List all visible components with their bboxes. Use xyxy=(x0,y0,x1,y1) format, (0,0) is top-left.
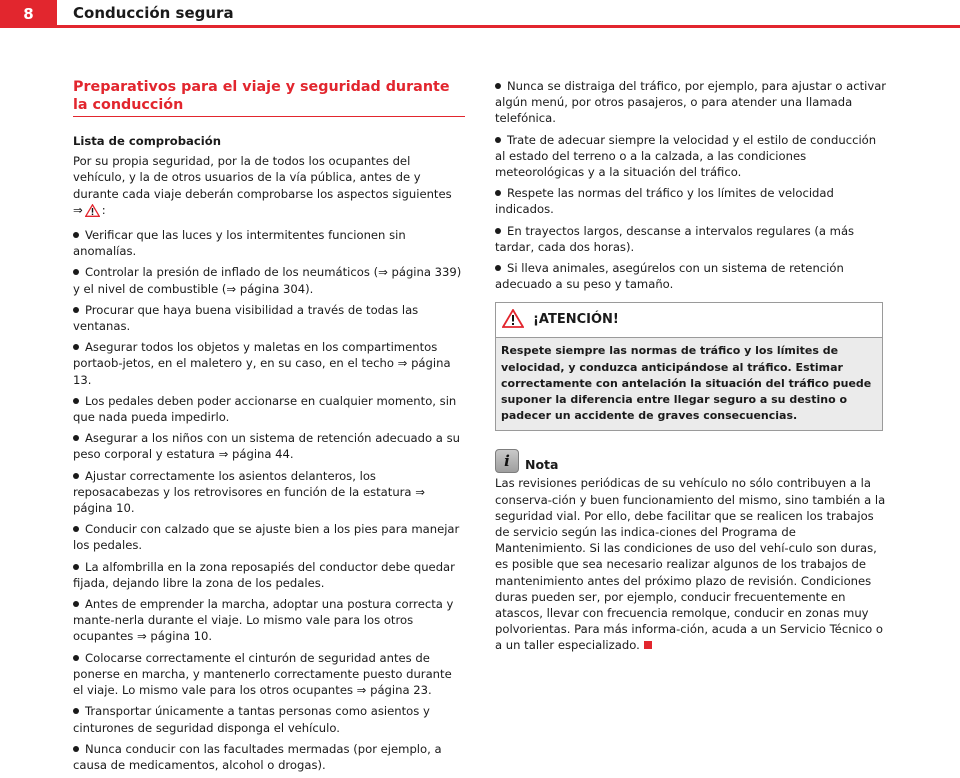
list-item-text: Los pedales deben poder accionarse en cualquier momento, sin que nada pueda impedirlo. xyxy=(73,393,457,425)
bullet-icon xyxy=(73,601,79,607)
list-item xyxy=(73,650,465,699)
list-item-text: Controlar la presión de inflado de los neumáticos (⇒ página 339) y el nivel de combustible (⇒ página 304). xyxy=(73,265,462,296)
list-item-text: En trayectos largos, descanse a intervalos regulares (a más tardar, cada dos horas). xyxy=(495,223,855,254)
end-of-section-mark xyxy=(644,641,652,649)
list-item xyxy=(73,741,465,773)
list-item xyxy=(73,521,465,553)
bullet-icon xyxy=(73,269,79,275)
bullet-icon xyxy=(73,526,79,532)
note-title: Nota xyxy=(525,457,559,473)
list-item-text: Asegurar todos los objetos y maletas en los compartimentos portaob-jetos, en el maletero y, en su caso, en el techo ⇒ página 13. xyxy=(73,340,451,387)
left-column xyxy=(73,78,465,778)
list-item xyxy=(73,227,465,259)
bullet-icon xyxy=(73,398,79,404)
checklist-continued xyxy=(495,78,887,292)
list-item-text: Trate de adecuar siempre la velocidad y el estilo de conducción al estado del terreno o a la calzada, a las condiciones meteorológicas y a la situación del tráfico. xyxy=(495,132,877,180)
bullet-icon xyxy=(73,435,79,441)
bullet-icon xyxy=(495,190,501,196)
list-item xyxy=(73,302,465,334)
bullet-icon xyxy=(495,137,501,143)
intro-suffix: : xyxy=(101,202,106,217)
list-item-text: Procurar que haya buena visibilidad a través de todas las ventanas. xyxy=(73,302,419,334)
list-item-text: Nunca conducir con las facultades mermadas (por ejemplo, a causa de medicamentos, alcohol o drogas). xyxy=(73,741,442,772)
list-item-text: Conducir con calzado que se ajuste bien a los pies para manejar los pedales. xyxy=(73,522,460,553)
list-item-text: Antes de emprender la marcha, adoptar una postura correcta y mante-nerla durante el viaje. Lo mismo vale para los otros ocupantes ⇒ página 10. xyxy=(73,597,454,644)
note-header xyxy=(495,449,887,473)
page-header xyxy=(0,0,960,28)
list-item-text: La alfombrilla en la zona reposapiés del conductor debe quedar fijada, dejando libre la zona de los pedales. xyxy=(73,559,455,590)
list-item xyxy=(495,185,887,217)
intro-text: Por su propia seguridad, por la de todos los ocupantes del vehículo, y la de otros usuarios de la vía pública, antes de y durante cada viaje deberán comprobarse los aspectos siguientes ⇒ xyxy=(73,154,452,217)
bullet-icon xyxy=(495,228,501,234)
note-text: Las revisiones periódicas de su vehículo no sólo contribuyen a la conserva-ción y buen funcionamiento del mismo, sino también a la seguridad vial. Por ello, debe facilitar que se realicen los trabajos de servicio según las indica-ciones del Programa de Mantenimiento. Si las condiciones de uso del vehí-culo son duras, es posible que sea necesario realizar algunos de los trabajos de mantenimiento antes del próximo plazo de revisión. Condiciones duras pueden ser, por ejemplo, conducir frecuentemente en atascos, llevar con frecuencia remolque, conducir en zonas muy polvorientas. Para más informa-ción, acuda a un Servicio Técnico o a un taller especializado. xyxy=(495,476,886,653)
list-item xyxy=(495,132,887,181)
bullet-icon xyxy=(73,708,79,714)
page-number: 8 xyxy=(0,0,57,28)
checklist-heading: Lista de comprobación xyxy=(73,134,221,148)
list-item-text: Asegurar a los niños con un sistema de retención adecuado a su peso corporal y estatura ⇒ página 44. xyxy=(73,431,460,462)
list-item xyxy=(73,559,465,591)
list-item xyxy=(73,703,465,735)
bullet-icon xyxy=(73,746,79,752)
list-item-text: Nunca se distraiga del tráfico, por ejemplo, para ajustar o activar algún menú, por otros pasajeros, o para atender una llamada telefónica. xyxy=(495,79,887,126)
list-item xyxy=(73,430,465,462)
list-item xyxy=(495,260,887,292)
note-paragraph xyxy=(495,475,887,653)
bullet-icon xyxy=(73,655,79,661)
list-item xyxy=(495,78,887,127)
right-column xyxy=(495,78,887,654)
header-rule xyxy=(57,25,960,28)
list-item-text: Transportar únicamente a tantas personas como asientos y cinturones de seguridad disponga el vehículo. xyxy=(73,704,430,735)
bullet-icon xyxy=(73,564,79,570)
chapter-title: Conducción segura xyxy=(73,4,234,22)
list-item-text: Colocarse correctamente el cinturón de seguridad antes de ponerse en marcha, y mantenerlo correctamente puesto durante el viaje. Lo mismo vale para los otros ocupantes ⇒ página 23. xyxy=(73,650,452,698)
bullet-icon xyxy=(495,265,501,271)
bullet-icon xyxy=(495,83,501,89)
intro-paragraph xyxy=(73,153,465,221)
list-item xyxy=(495,223,887,255)
list-item-text: Verificar que las luces y los intermitentes funcionen sin anomalías. xyxy=(73,228,406,259)
checklist xyxy=(73,227,465,773)
warning-triangle-icon xyxy=(85,204,100,221)
list-item xyxy=(73,264,465,296)
warning-title: ¡ATENCIÓN! xyxy=(533,312,619,328)
list-item xyxy=(73,596,465,645)
bullet-icon xyxy=(73,344,79,350)
warning-text: Respete siempre las normas de tráfico y los límites de velocidad, y conduzca anticipándose al tráfico. Estimar correctamente con antelación la situación del tráfico puede suponer la diferencia entre llegar seguro a su destino o padecer un accidente de graves consecuencias. xyxy=(496,338,882,430)
bullet-icon xyxy=(73,473,79,479)
bullet-icon xyxy=(73,232,79,238)
bullet-icon xyxy=(73,307,79,313)
warning-box xyxy=(495,302,883,431)
list-item xyxy=(73,393,465,425)
warning-triangle-icon xyxy=(502,309,524,332)
list-item-text: Respete las normas del tráfico y los límites de velocidad indicados. xyxy=(495,186,834,217)
list-item-text: Ajustar correctamente los asientos delanteros, los reposacabezas y los retrovisores en función de la estatura ⇒ página 10. xyxy=(73,468,425,516)
list-item xyxy=(73,468,465,517)
list-item xyxy=(73,339,465,388)
section-title: Preparativos para el viaje y seguridad durante la conducción xyxy=(73,78,465,117)
list-item-text: Si lleva animales, asegúrelos con un sistema de retención adecuado a su peso y tamaño. xyxy=(495,261,844,292)
info-icon: i xyxy=(495,449,519,473)
warning-header xyxy=(496,303,882,338)
